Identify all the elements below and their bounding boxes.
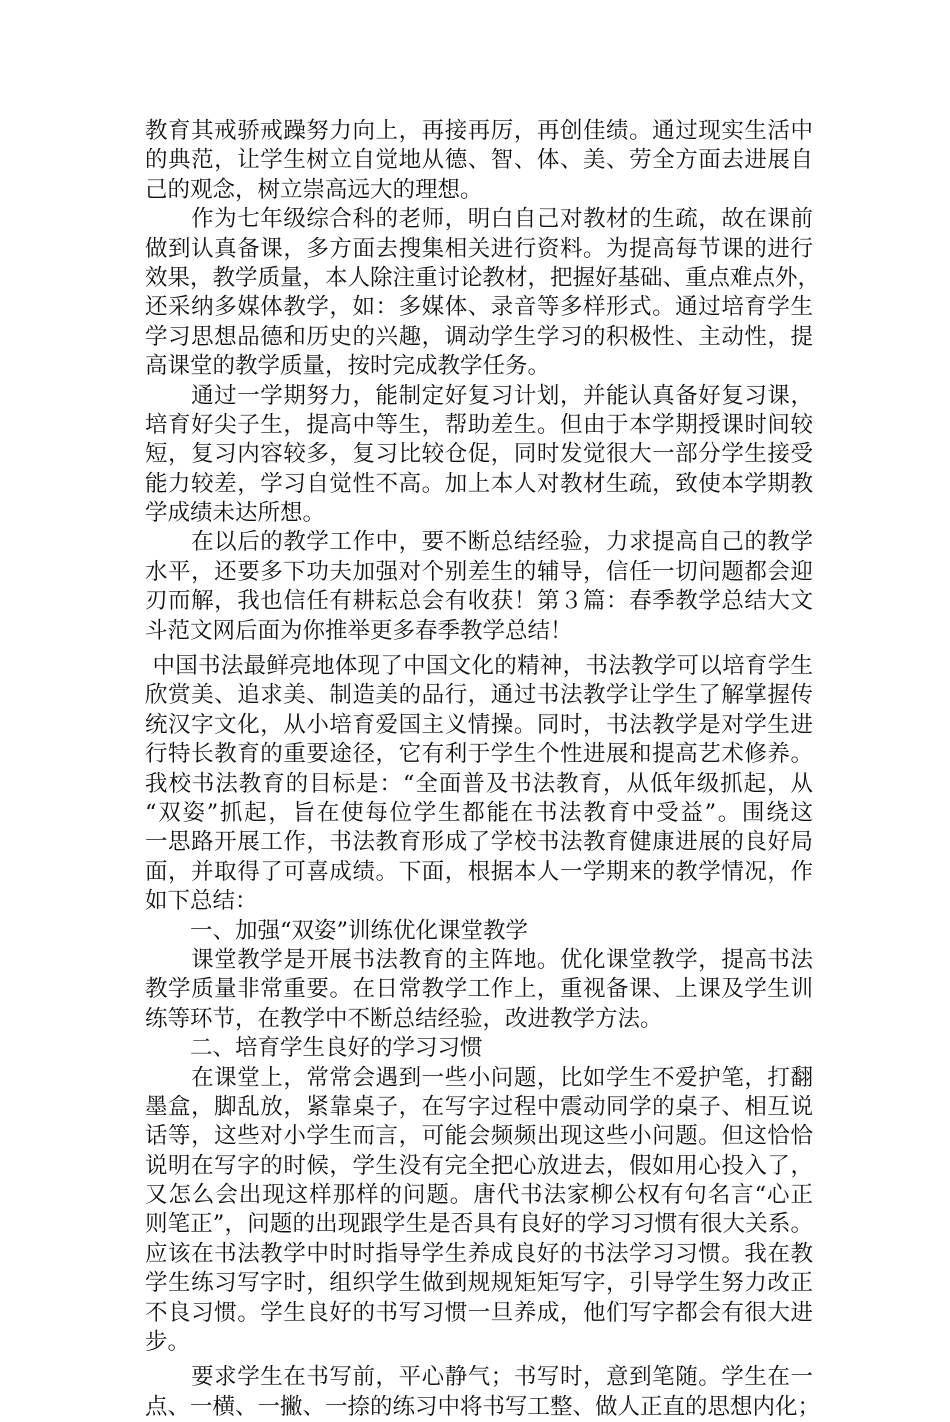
section-heading: 二、培育学生良好的学习习惯 — [145, 1035, 483, 1062]
text-line: 学习思想品德和历史的兴趣，调动学生学习的积极性、主动性，提 — [145, 323, 813, 350]
text-line: 通过一学期努力，能制定好复习计划，并能认真备好复习课， — [145, 382, 813, 409]
text-line: 则笔正”，问题的出现跟学生是否具有良好的学习习惯有很大关系。 — [145, 1211, 813, 1238]
text-line: 短，复习内容较多，复习比较仓促，同时发觉很大一部分学生接受 — [145, 441, 813, 468]
text-line: 还采纳多媒体教学，如：多媒体、录音等多样形式。通过培育学生 — [145, 294, 813, 321]
text-line: 中国书法最鲜亮地体现了中国文化的精神，书法教学可以培育学生 — [145, 653, 813, 680]
text-line: 斗范文网后面为你推举更多春季教学总结！ — [145, 617, 573, 644]
text-line: 能力较差，学习自觉性不高。加上本人对教材生疏，致使本学期教 — [145, 470, 813, 497]
text-line: 如下总结： — [145, 888, 258, 915]
text-line: 不良习惯。学生良好的书写习惯一旦养成，他们写字都会有很大进 — [145, 1299, 813, 1326]
document-body — [145, 117, 821, 1422]
text-line: 教学质量非常重要。在日常教学工作上，重视备课、上课及学生训 — [145, 976, 813, 1003]
text-line: 在课堂上，常常会遇到一些小问题，比如学生不爱护笔，打翻 — [145, 1064, 813, 1091]
text-line: 又怎么会出现这样那样的问题。唐代书法家柳公权有句名言“心正 — [145, 1182, 813, 1209]
text-line: 统汉字文化，从小培育爱国主义情操。同时，书法教学是对学生进 — [145, 711, 813, 738]
text-line: 作为七年级综合科的老师，明白自己对教材的生疏，故在课前 — [145, 206, 813, 233]
text-line: 的典范，让学生树立自觉地从德、智、体、美、劳全方面去进展自 — [145, 147, 813, 174]
text-line: 在以后的教学工作中，要不断总结经验，力求提高自己的教学 — [145, 529, 813, 556]
text-line: 刃而解，我也信任有耕耘总会有收获！第３篇：春季教学总结大文 — [145, 588, 813, 615]
text-line: 培育好尖子生，提高中等生，帮助差生。但由于本学期授课时间较 — [145, 411, 813, 438]
text-line: 行特长教育的重要途径，它有利于学生个性进展和提高艺术修养。 — [145, 741, 813, 768]
text-line: 要求学生在书写前，平心静气；书写时，意到笔随。学生在一 — [145, 1364, 813, 1391]
text-line: 教育其戒骄戒躁努力向上，再接再厉，再创佳绩。通过现实生活中 — [145, 118, 813, 144]
text-line: 高课堂的教学质量，按时完成教学任务。 — [145, 353, 551, 380]
text-line: 学生练习写字时，组织学生做到规规矩矩写字，引导学生努力改正 — [145, 1270, 813, 1297]
text-line: 己的观念，树立崇高远大的理想。 — [145, 176, 483, 203]
text-line: 点、一横、一撇、一捺的练习中将书写工整、做人正直的思想内化； — [145, 1393, 821, 1420]
text-line: 效果，教学质量，本人除注重讨论教材，把握好基础、重点难点外， — [145, 264, 821, 291]
text-line: 练等环节，在教学中不断总结经验，改进教学方法。 — [145, 1005, 663, 1032]
text-line: 水平，还要多下功夫加强对个别差生的辅导，信任一切问题都会迎 — [145, 558, 813, 585]
text-line: 说明在写字的时候，学生没有完全把心放进去，假如用心投入了， — [145, 1152, 813, 1179]
text-line: 我校书法教育的目标是：“全面普及书法教育，从低年级抓起，从 — [145, 770, 813, 797]
text-line: “双姿”抓起，旨在使每位学生都能在书法教育中受益”。围绕这 — [145, 799, 813, 826]
text-line: 欣赏美、追求美、制造美的品行，通过书法教学让学生了解掌握传 — [145, 682, 813, 709]
text-line: 面，并取得了可喜成绩。下面，根据本人一学期来的教学情况，作 — [145, 858, 813, 885]
text-line: 应该在书法教学中时时指导学生养成良好的书法学习习惯。我在教 — [145, 1240, 813, 1267]
text-line: 话等，这些对小学生而言，可能会频频出现这些小问题。但这恰恰 — [145, 1123, 813, 1150]
text-line: 课堂教学是开展书法教育的主阵地。优化课堂教学，提高书法 — [145, 946, 813, 973]
text-line: 学成绩未达所想。 — [145, 500, 326, 527]
text-line: 一思路开展工作，书法教育形成了学校书法教育健康进展的良好局 — [145, 829, 813, 856]
text-line: 做到认真备课，多方面去搜集相关进行资料。为提高每节课的进行 — [145, 235, 813, 262]
section-heading: 一、加强“双姿”训练优化课堂教学 — [145, 917, 529, 944]
text-line: 步。 — [145, 1329, 191, 1356]
text-line: 墨盒，脚乱放，紧靠桌子，在写字过程中震动同学的桌子、相互说 — [145, 1093, 813, 1120]
